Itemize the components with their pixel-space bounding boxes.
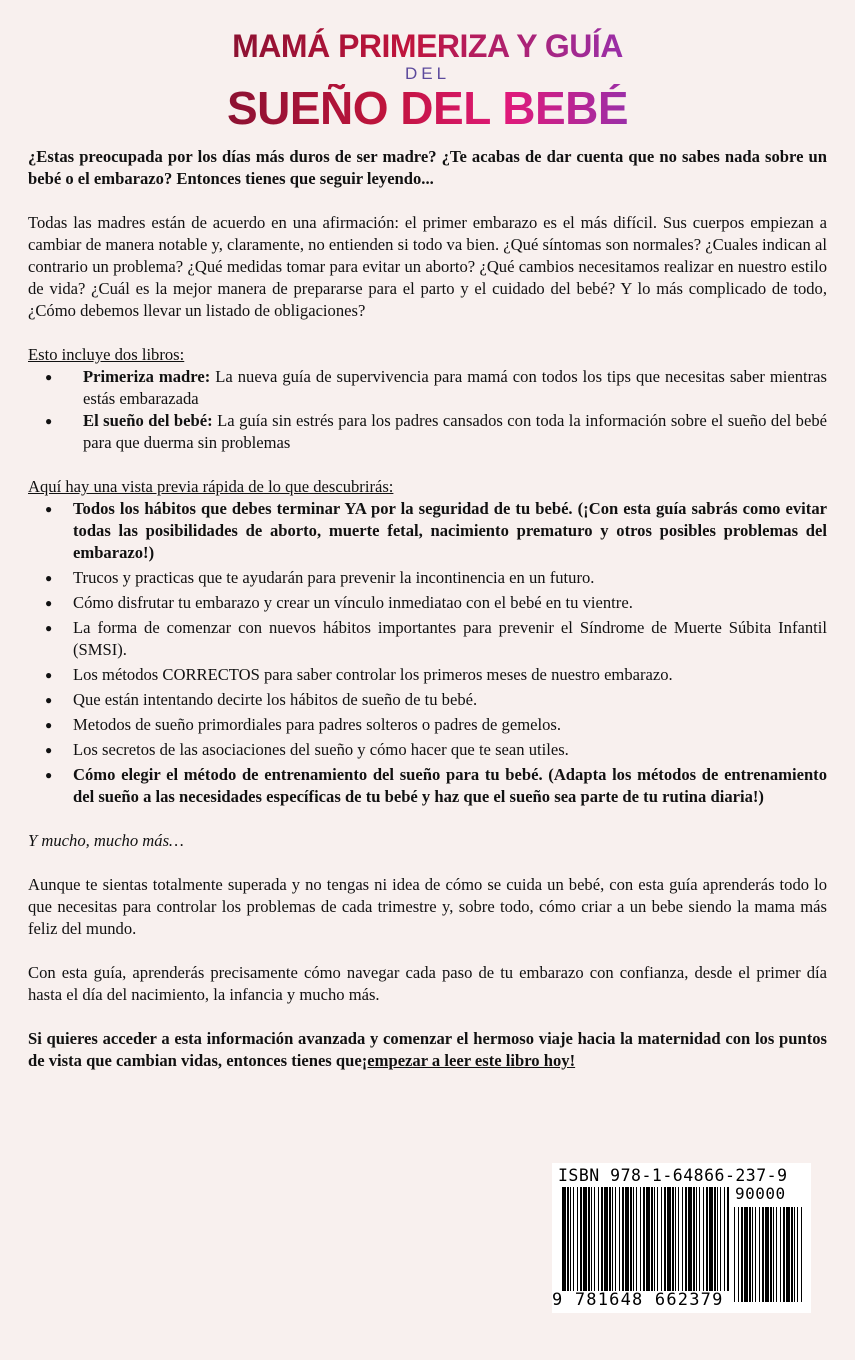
list-item: ● Los métodos CORRECTOS para saber controlar los primeros meses de nuestro embarazo. <box>28 664 827 686</box>
barcode-bar <box>640 1187 641 1291</box>
barcode-bar <box>734 1207 735 1302</box>
barcode-bar <box>625 1187 629 1291</box>
list-item <box>28 366 827 410</box>
barcode-bar <box>724 1187 725 1291</box>
barcode-bar <box>791 1207 793 1302</box>
list-item <box>28 410 827 454</box>
barcode-bar <box>755 1207 756 1302</box>
barcode-bar <box>780 1207 781 1302</box>
price-code: 90000 <box>735 1184 786 1203</box>
barcode-bar <box>744 1207 748 1302</box>
book-title-1: Primeriza madre: <box>83 367 211 386</box>
barcode-bar <box>562 1187 566 1291</box>
books-heading: Esto incluye dos libros: <box>28 345 185 364</box>
list-item: ● Trucos y practicas que te ayudarán para prevenir la incontinencia en un futuro. <box>28 567 827 589</box>
title-line-2: DEL <box>404 64 451 83</box>
ean-digits: 9 781648 662379 <box>552 1290 724 1310</box>
barcode-bar <box>661 1187 662 1291</box>
barcode-bar <box>664 1187 666 1291</box>
barcode-bar <box>797 1207 798 1302</box>
confidence-paragraph: Con esta guía, aprenderás precisamente cómo navegar cada paso de tu embarazo con confianza, desde el primer día hasta el día del nacimiento, la infancia y mucho más. <box>28 963 827 1004</box>
barcode-bar <box>646 1187 650 1291</box>
list-item: ● Cómo elegir el método de entrenamiento del sueño para tu bebé. (Adapta los métodos de entrenamiento del sueño a las necesidades específicas de tu bebé y haz que el sueño sea parte de tu rutina diaria!) <box>28 764 827 808</box>
barcode-bar <box>651 1187 653 1291</box>
preview-list <box>28 498 827 808</box>
barcode-bar <box>636 1187 637 1291</box>
barcode-bar <box>693 1187 695 1291</box>
barcode-bar <box>682 1187 683 1291</box>
barcode-bar <box>696 1187 697 1291</box>
list-item: ● Los secretos de las asociaciones del sueño y cómo hacer que te sean utiles. <box>28 739 827 761</box>
list-item: ● Cómo disfrutar tu embarazo y crear un vínculo inmediatao con el bebé en tu vientre. <box>28 592 827 614</box>
barcode-bar <box>615 1187 616 1291</box>
barcode-bar <box>657 1187 658 1291</box>
barcode-bar <box>738 1207 739 1302</box>
closing-text: Si quieres acceder a esta información avanzada y comenzar el hermoso viaje hacia la maternidad con los puntos de vista que cambian vidas, entonces tienes que <box>28 1029 827 1070</box>
barcode-bar <box>801 1207 802 1302</box>
book-title <box>0 26 855 132</box>
addon-barcode-bars <box>734 1207 806 1302</box>
books-list <box>28 366 827 454</box>
barcode-bar <box>601 1187 603 1291</box>
barcode-bar <box>619 1187 620 1291</box>
closing-paragraph <box>28 1028 827 1072</box>
barcode-bar <box>703 1187 704 1291</box>
title-line-3: SUEÑO DEL BEBÉ <box>226 82 629 134</box>
barcode-bar <box>630 1187 632 1291</box>
title-line-1: MAMÁ PRIMERIZA Y GUÍA <box>232 28 623 64</box>
barcode-bar <box>688 1187 692 1291</box>
list-item: ● La forma de comenzar con nuevos hábitos importantes para prevenir el Síndrome de Muerte Súbita Infantil (SMSI). <box>28 617 827 661</box>
barcode-bar <box>573 1187 574 1291</box>
barcode-bar <box>675 1187 676 1291</box>
barcode-bar <box>759 1207 760 1302</box>
barcode-bar <box>786 1207 790 1302</box>
barcode-bar <box>667 1187 671 1291</box>
barcode-bar <box>594 1187 595 1291</box>
barcode-bar <box>583 1187 587 1291</box>
barcode-bar <box>577 1187 578 1291</box>
barcode-bar <box>773 1207 774 1302</box>
barcode-bar <box>794 1207 795 1302</box>
book-desc-1: La nueva guía de supervivencia para mamá con todos los tips que necesitas saber mientras estás embarazada <box>83 367 827 408</box>
barcode-bar <box>678 1187 679 1291</box>
barcode-bar <box>633 1187 634 1291</box>
list-item: ● Todos los hábitos que debes terminar YA por la seguridad de tu bebé. (¡Con esta guía sabrás como evitar todas las posibilidades de aborto, muerte fetal, nacimiento prematuro y otros posibles problemas del embarazo!) <box>28 498 827 564</box>
back-cover-text <box>28 146 827 1094</box>
barcode-bar <box>685 1187 687 1291</box>
closing-call-to-action: ¡empezar a leer este libro hoy! <box>361 1051 576 1070</box>
list-item: ● Que están intentando decirte los hábitos de sueño de tu bebé. <box>28 689 827 711</box>
barcode-bar <box>717 1187 718 1291</box>
intro-paragraph: ¿Estas preocupada por los días más duros de ser madre? ¿Te acabas de dar cuenta que no sabes nada sobre un bebé o el embarazo? Entonces tienes que seguir leyendo... <box>28 147 827 188</box>
barcode-bar <box>598 1187 599 1291</box>
barcode-bar <box>770 1207 772 1302</box>
barcode-bar <box>762 1207 764 1302</box>
barcode-bar <box>654 1187 655 1291</box>
barcode-bar <box>604 1187 608 1291</box>
barcode-bars <box>562 1187 732 1299</box>
barcode-bar <box>706 1187 708 1291</box>
isbn-barcode <box>552 1163 811 1313</box>
book-title-2: El sueño del bebé: <box>83 411 213 430</box>
preview-heading: Aquí hay una vista previa rápida de lo que descubrirás: <box>28 477 394 496</box>
barcode-bar <box>570 1187 571 1291</box>
book-desc-2: La guía sin estrés para los padres cansados con toda la información sobre el sueño del bebé para que duerma sin problemas <box>83 411 827 452</box>
barcode-bar <box>720 1187 721 1291</box>
barcode-bar <box>612 1187 613 1291</box>
barcode-bar <box>567 1187 569 1291</box>
barcode-bar <box>783 1207 785 1302</box>
barcode-bar <box>749 1207 751 1302</box>
barcode-bar <box>714 1187 716 1291</box>
barcode-bar <box>622 1187 624 1291</box>
barcode-bar <box>741 1207 743 1302</box>
description-paragraph: Todas las madres están de acuerdo en una afirmación: el primer embarazo es el más difícil. Sus cuerpos empiezan a cambiar de manera notable y, claramente, no entienden si todo va bien. ¿Qué síntomas son normales? ¿Cuales indican al contrario un problema? ¿Qué medidas tomar para evitar un aborto? ¿Qué cambios necesitamos realizar en nuestro estilo de vida? ¿Cuál es la mejor manera de prepararse para el parto y el cuidado del bebé? Y lo más complicado de todo, ¿Cómo debemos llevar un listado de obligaciones? <box>28 213 827 320</box>
barcode-bar <box>588 1187 590 1291</box>
barcode-bar <box>752 1207 753 1302</box>
barcode-bar <box>643 1187 645 1291</box>
barcode-bar <box>591 1187 592 1291</box>
isbn-number: ISBN 978-1-64866-237-9 <box>558 1166 788 1185</box>
barcode-bar <box>609 1187 611 1291</box>
list-item: ● Metodos de sueño primordiales para padres solteros o padres de gemelos. <box>28 714 827 736</box>
barcode-bar <box>765 1207 769 1302</box>
barcode-bar <box>776 1207 777 1302</box>
barcode-bar <box>580 1187 582 1291</box>
more-line: Y mucho, mucho más… <box>28 831 184 850</box>
reassurance-paragraph: Aunque te sientas totalmente superada y no tengas ni idea de cómo se cuida un bebé, con esta guía aprenderás todo lo que necesitas para controlar los problemas de cada trimestre y, sobre todo, cómo criar a un bebe siendo la mama más feliz del mundo. <box>28 875 827 938</box>
barcode-bar <box>727 1187 729 1291</box>
barcode-bar <box>672 1187 674 1291</box>
barcode-bar <box>699 1187 700 1291</box>
barcode-bar <box>709 1187 713 1291</box>
